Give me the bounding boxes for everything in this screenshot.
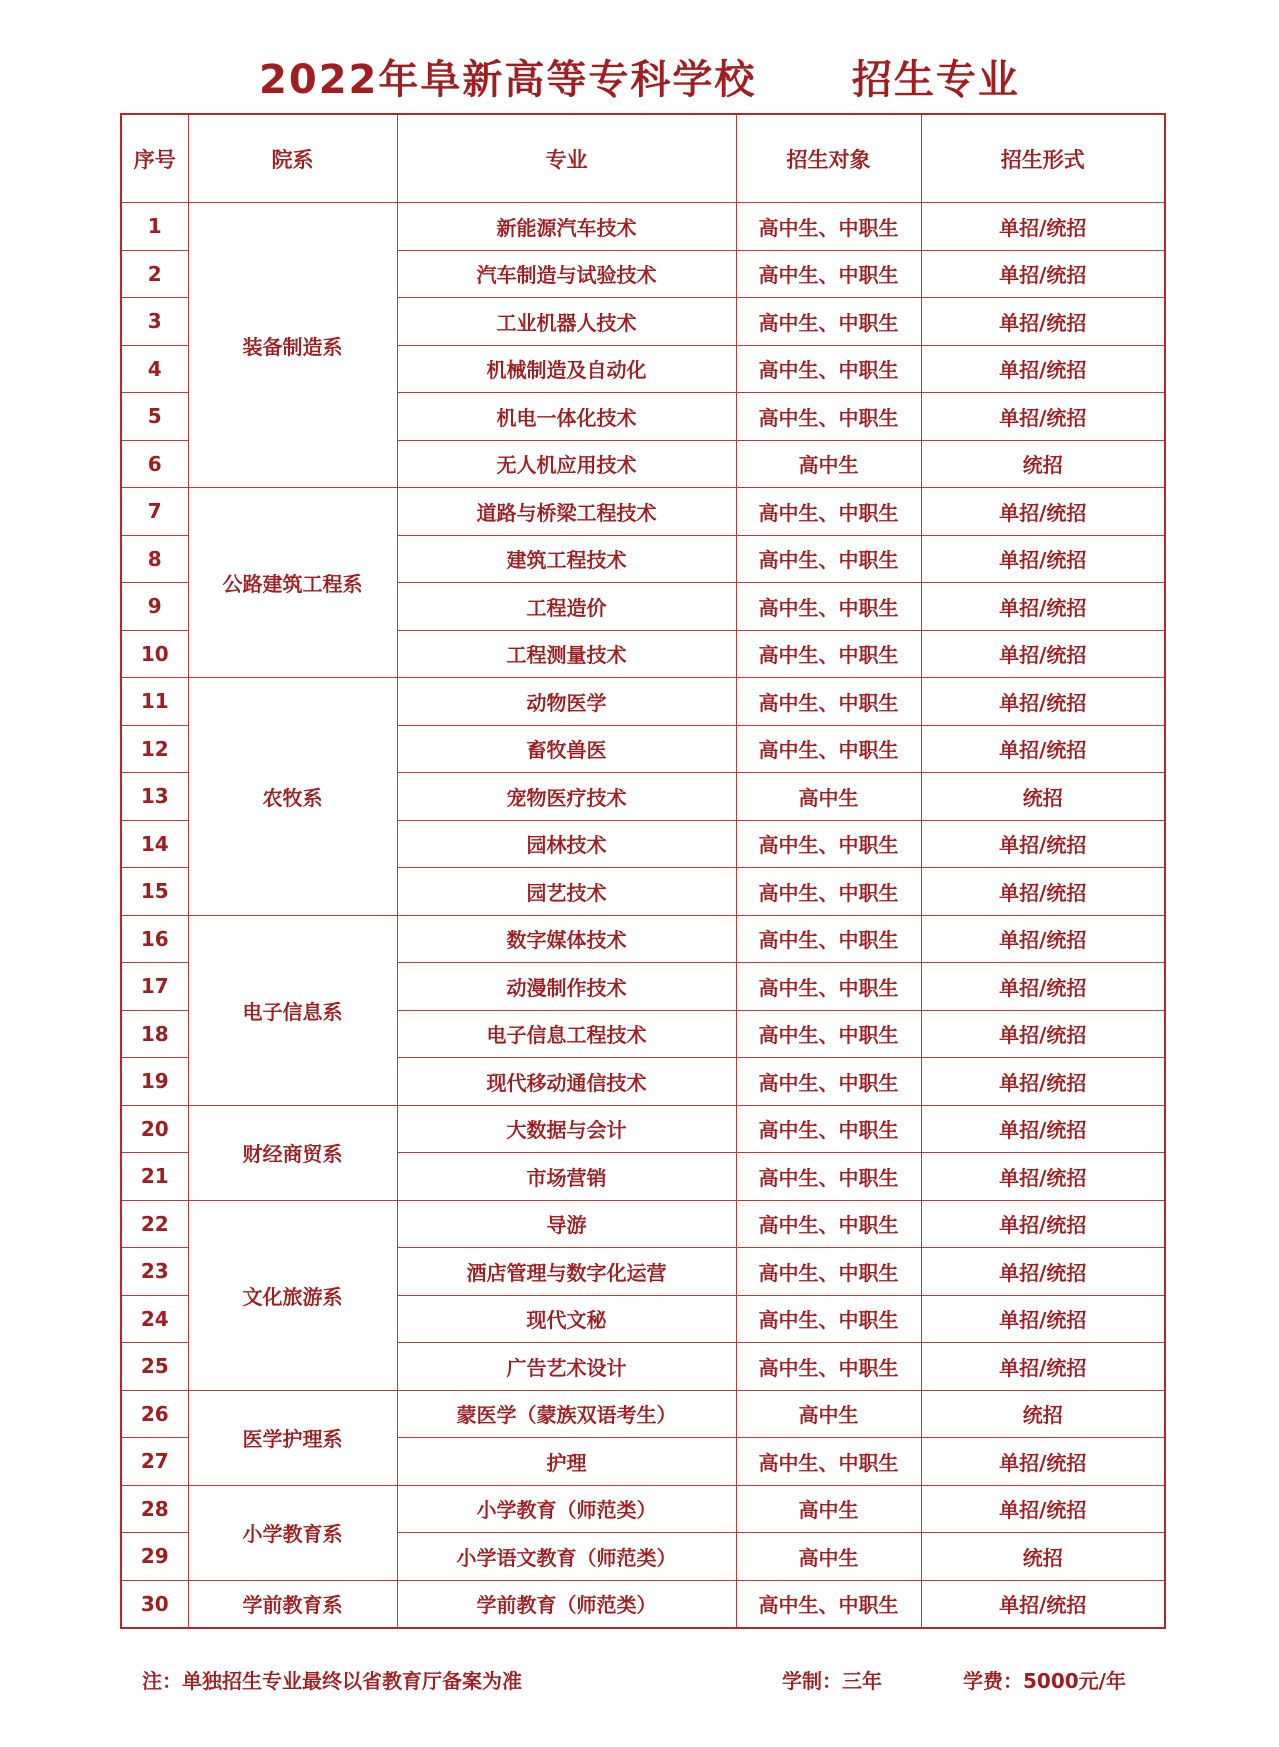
major-cell: 护理 (397, 1438, 736, 1486)
table-row (121, 1485, 1165, 1533)
major-cell: 无人机应用技术 (397, 440, 736, 488)
department-cell: 小学教育系 (188, 1485, 397, 1580)
form-cell: 单招/统招 (921, 678, 1165, 726)
form-cell: 单招/统招 (921, 1580, 1165, 1628)
major-cell: 蒙医学（蒙族双语考生） (397, 1390, 736, 1438)
row-number: 18 (121, 1010, 188, 1058)
form-cell: 单招/统招 (921, 535, 1165, 583)
row-number: 4 (121, 345, 188, 393)
target-cell: 高中生 (736, 440, 921, 488)
department-cell: 医学护理系 (188, 1390, 397, 1485)
target-cell: 高中生、中职生 (736, 963, 921, 1011)
form-cell: 单招/统招 (921, 1248, 1165, 1296)
table-header-row (121, 114, 1165, 203)
form-cell: 统招 (921, 1533, 1165, 1581)
major-cell: 汽车制造与试验技术 (397, 250, 736, 298)
target-cell: 高中生、中职生 (736, 1295, 921, 1343)
target-cell: 高中生 (736, 1390, 921, 1438)
target-cell: 高中生、中职生 (736, 583, 921, 631)
header-major: 专业 (397, 114, 736, 203)
target-cell: 高中生、中职生 (736, 1343, 921, 1391)
major-cell: 园艺技术 (397, 868, 736, 916)
major-cell: 小学语文教育（师范类） (397, 1533, 736, 1581)
target-cell: 高中生、中职生 (736, 1200, 921, 1248)
form-cell: 单招/统招 (921, 868, 1165, 916)
table-body (121, 203, 1165, 1629)
target-cell: 高中生、中职生 (736, 1153, 921, 1201)
target-cell: 高中生、中职生 (736, 393, 921, 441)
form-cell: 单招/统招 (921, 1438, 1165, 1486)
header-dept: 院系 (188, 114, 397, 203)
department-cell: 公路建筑工程系 (188, 488, 397, 678)
row-number: 30 (121, 1580, 188, 1628)
major-cell: 园林技术 (397, 820, 736, 868)
row-number: 19 (121, 1058, 188, 1106)
table-row (121, 1200, 1165, 1248)
major-cell: 建筑工程技术 (397, 535, 736, 583)
form-cell: 单招/统招 (921, 345, 1165, 393)
row-number: 21 (121, 1153, 188, 1201)
target-cell: 高中生、中职生 (736, 725, 921, 773)
form-cell: 单招/统招 (921, 1485, 1165, 1533)
row-number: 2 (121, 250, 188, 298)
major-cell: 道路与桥梁工程技术 (397, 488, 736, 536)
row-number: 20 (121, 1105, 188, 1153)
row-number: 9 (121, 583, 188, 631)
form-cell: 单招/统招 (921, 1105, 1165, 1153)
row-number: 13 (121, 773, 188, 821)
form-cell: 单招/统招 (921, 583, 1165, 631)
row-number: 10 (121, 630, 188, 678)
form-cell: 统招 (921, 1390, 1165, 1438)
table-row (121, 678, 1165, 726)
row-number: 28 (121, 1485, 188, 1533)
major-cell: 大数据与会计 (397, 1105, 736, 1153)
footer-note: 注：单独招生专业最终以省教育厅备案为准 (142, 1669, 522, 1693)
major-cell: 小学教育（师范类） (397, 1485, 736, 1533)
target-cell: 高中生、中职生 (736, 1010, 921, 1058)
header-no: 序号 (121, 114, 188, 203)
header-form: 招生形式 (921, 114, 1165, 203)
form-cell: 单招/统招 (921, 1058, 1165, 1106)
table-row (121, 1105, 1165, 1153)
form-cell: 单招/统招 (921, 1010, 1165, 1058)
major-cell: 电子信息工程技术 (397, 1010, 736, 1058)
row-number: 1 (121, 203, 188, 251)
page-title: 2022年阜新高等专科学校 招生专业 (259, 57, 1020, 103)
target-cell: 高中生、中职生 (736, 678, 921, 726)
footer-fee: 学费：5000元/年 (963, 1669, 1126, 1693)
major-cell: 机械制造及自动化 (397, 345, 736, 393)
major-cell: 广告艺术设计 (397, 1343, 736, 1391)
row-number: 12 (121, 725, 188, 773)
row-number: 26 (121, 1390, 188, 1438)
major-cell: 工业机器人技术 (397, 298, 736, 346)
major-cell: 现代文秘 (397, 1295, 736, 1343)
major-cell: 畜牧兽医 (397, 725, 736, 773)
target-cell: 高中生、中职生 (736, 488, 921, 536)
table-row (121, 203, 1165, 251)
target-cell: 高中生、中职生 (736, 1580, 921, 1628)
target-cell: 高中生、中职生 (736, 820, 921, 868)
row-number: 14 (121, 820, 188, 868)
form-cell: 统招 (921, 773, 1165, 821)
row-number: 6 (121, 440, 188, 488)
target-cell: 高中生、中职生 (736, 868, 921, 916)
form-cell: 单招/统招 (921, 1343, 1165, 1391)
row-number: 16 (121, 915, 188, 963)
major-cell: 酒店管理与数字化运营 (397, 1248, 736, 1296)
target-cell: 高中生、中职生 (736, 345, 921, 393)
major-cell: 现代移动通信技术 (397, 1058, 736, 1106)
form-cell: 单招/统招 (921, 488, 1165, 536)
major-cell: 工程造价 (397, 583, 736, 631)
table-row (121, 1580, 1165, 1628)
major-cell: 学前教育（师范类） (397, 1580, 736, 1628)
target-cell: 高中生、中职生 (736, 203, 921, 251)
row-number: 5 (121, 393, 188, 441)
major-cell: 动漫制作技术 (397, 963, 736, 1011)
major-cell: 数字媒体技术 (397, 915, 736, 963)
target-cell: 高中生、中职生 (736, 1058, 921, 1106)
form-cell: 单招/统招 (921, 820, 1165, 868)
row-number: 27 (121, 1438, 188, 1486)
department-cell: 财经商贸系 (188, 1105, 397, 1200)
major-cell: 宠物医疗技术 (397, 773, 736, 821)
target-cell: 高中生 (736, 1533, 921, 1581)
department-cell: 文化旅游系 (188, 1200, 397, 1390)
form-cell: 单招/统招 (921, 298, 1165, 346)
major-cell: 新能源汽车技术 (397, 203, 736, 251)
form-cell: 单招/统招 (921, 630, 1165, 678)
target-cell: 高中生、中职生 (736, 298, 921, 346)
target-cell: 高中生 (736, 1485, 921, 1533)
form-cell: 单招/统招 (921, 393, 1165, 441)
row-number: 24 (121, 1295, 188, 1343)
major-cell: 工程测量技术 (397, 630, 736, 678)
form-cell: 统招 (921, 440, 1165, 488)
target-cell: 高中生、中职生 (736, 630, 921, 678)
major-cell: 导游 (397, 1200, 736, 1248)
target-cell: 高中生 (736, 773, 921, 821)
target-cell: 高中生、中职生 (736, 535, 921, 583)
target-cell: 高中生、中职生 (736, 1248, 921, 1296)
form-cell: 单招/统招 (921, 963, 1165, 1011)
target-cell: 高中生、中职生 (736, 250, 921, 298)
major-cell: 机电一体化技术 (397, 393, 736, 441)
table-row (121, 915, 1165, 963)
row-number: 25 (121, 1343, 188, 1391)
department-cell: 农牧系 (188, 678, 397, 916)
row-number: 17 (121, 963, 188, 1011)
row-number: 11 (121, 678, 188, 726)
form-cell: 单招/统招 (921, 915, 1165, 963)
target-cell: 高中生、中职生 (736, 1105, 921, 1153)
table-row (121, 488, 1165, 536)
form-cell: 单招/统招 (921, 203, 1165, 251)
target-cell: 高中生、中职生 (736, 1438, 921, 1486)
row-number: 29 (121, 1533, 188, 1581)
form-cell: 单招/统招 (921, 725, 1165, 773)
major-cell: 动物医学 (397, 678, 736, 726)
department-cell: 装备制造系 (188, 203, 397, 488)
form-cell: 单招/统招 (921, 1295, 1165, 1343)
header-target: 招生对象 (736, 114, 921, 203)
row-number: 7 (121, 488, 188, 536)
target-cell: 高中生、中职生 (736, 915, 921, 963)
major-cell: 市场营销 (397, 1153, 736, 1201)
department-cell: 学前教育系 (188, 1580, 397, 1628)
row-number: 8 (121, 535, 188, 583)
row-number: 3 (121, 298, 188, 346)
row-number: 22 (121, 1200, 188, 1248)
department-cell: 电子信息系 (188, 915, 397, 1105)
form-cell: 单招/统招 (921, 1200, 1165, 1248)
table-row (121, 1390, 1165, 1438)
row-number: 23 (121, 1248, 188, 1296)
form-cell: 单招/统招 (921, 1153, 1165, 1201)
majors-table-container (120, 113, 1166, 1629)
row-number: 15 (121, 868, 188, 916)
form-cell: 单招/统招 (921, 250, 1165, 298)
footer-years: 学制：三年 (782, 1669, 882, 1693)
majors-table (120, 113, 1166, 1629)
